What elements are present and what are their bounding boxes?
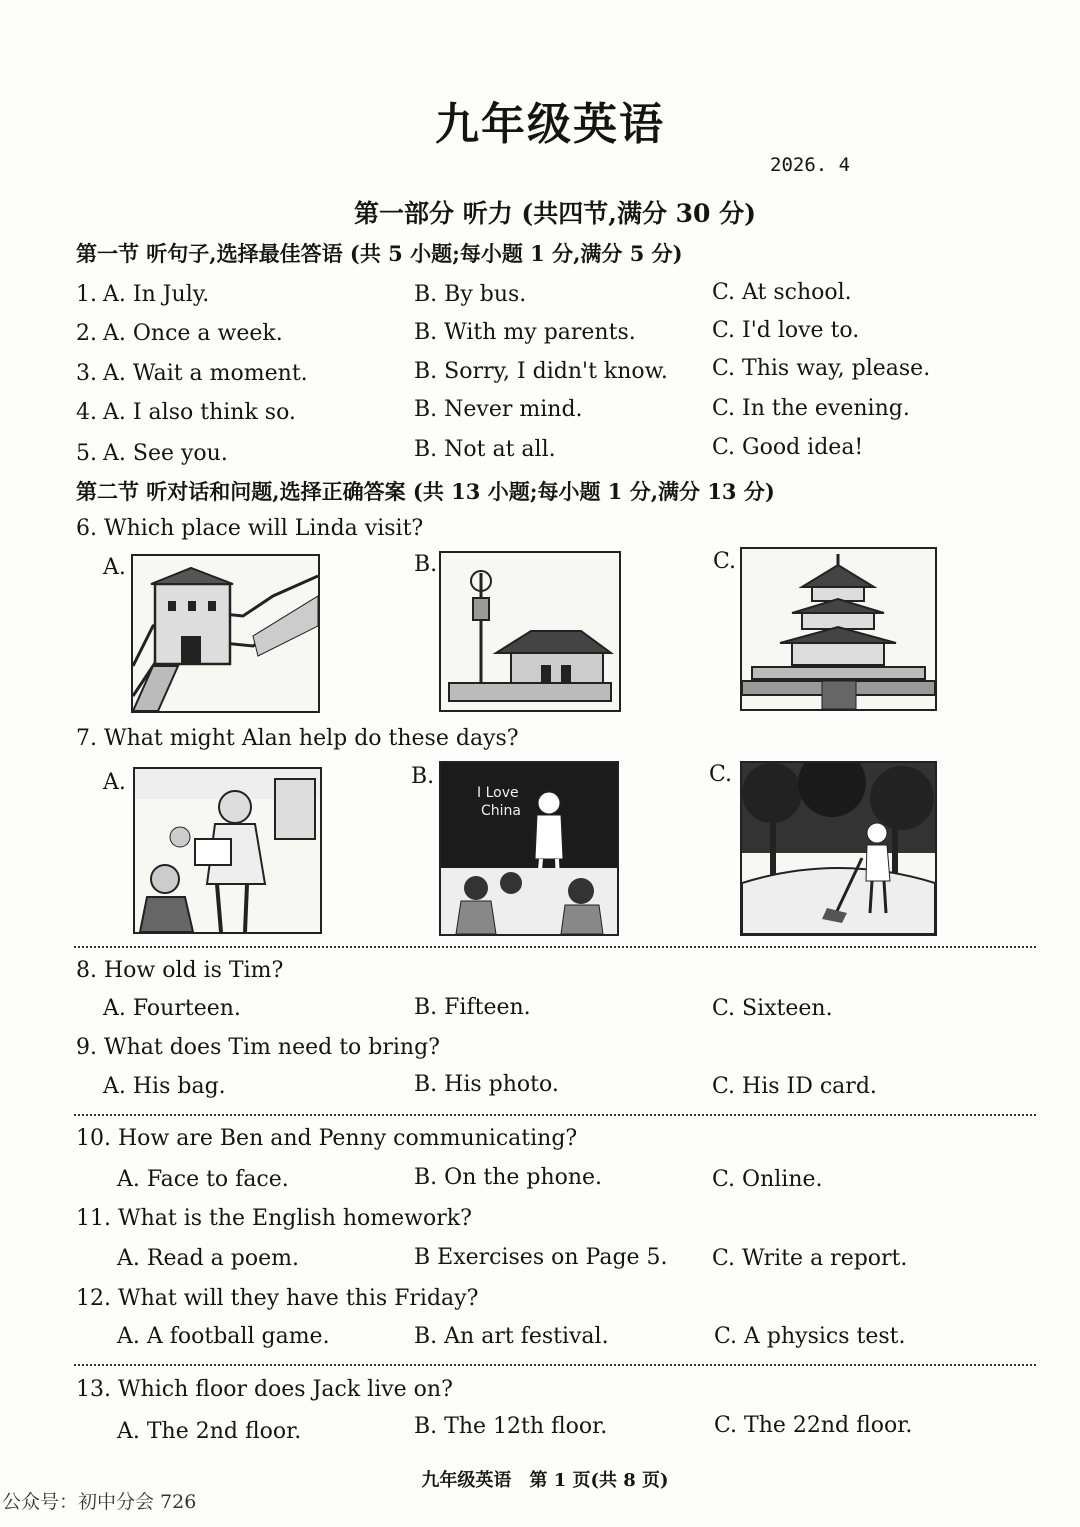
option-c: C. His ID card.: [712, 1074, 877, 1099]
option-b: B. With my parents.: [414, 320, 636, 345]
question-8-text: 8. How old is Tim?: [76, 958, 284, 983]
option-c: C. Write a report.: [712, 1246, 908, 1271]
question-number: 4.: [76, 400, 97, 425]
option-b: B. His photo.: [414, 1072, 559, 1097]
option-b: B Exercises on Page 5.: [414, 1245, 668, 1270]
option-a: A. Read a poem.: [117, 1246, 299, 1271]
option-c-label: C.: [713, 549, 737, 574]
question-11-text: 11. What is the English homework?: [76, 1206, 472, 1231]
divider: [74, 946, 1036, 948]
option-c: C. The 22nd floor.: [714, 1413, 913, 1438]
option-a: A. His bag.: [103, 1074, 226, 1099]
option-c: C. This way, please.: [712, 356, 931, 381]
option-b: B. Not at all.: [414, 437, 556, 462]
option-a: A. Fourteen.: [103, 996, 241, 1021]
tiananmen-image: [439, 551, 621, 712]
option-c: C. I'd love to.: [712, 318, 860, 343]
park-cleaning-image: [740, 761, 937, 936]
option-b: B. By bus.: [414, 282, 527, 307]
option-b: B. Never mind.: [414, 397, 583, 422]
temple-of-heaven-image: [740, 547, 937, 711]
watermark: 公众号：初中分会 726: [2, 1491, 197, 1513]
board-text-line1: I Love: [477, 785, 519, 801]
option-b-label: B.: [414, 552, 438, 577]
page-footer: 九年级英语 第 1 页(共 8 页): [421, 1470, 669, 1491]
option-a: A. See you.: [103, 441, 228, 466]
question-number: 1.: [76, 282, 97, 307]
option-b: B. An art festival.: [414, 1324, 609, 1349]
question-number: 3.: [76, 361, 97, 386]
option-b: B. Sorry, I didn't know.: [414, 359, 668, 384]
option-a: A. In July.: [103, 282, 210, 307]
option-c: C. In the evening.: [712, 396, 910, 421]
option-a: A. The 2nd floor.: [117, 1419, 302, 1444]
question-12-text: 12. What will they have this Friday?: [76, 1286, 479, 1311]
option-b: B. On the phone.: [414, 1165, 603, 1190]
section-1-heading: 第一节 听句子,选择最佳答语 (共 5 小题;每小题 1 分,满分 5 分): [76, 241, 683, 266]
option-a: A. Once a week.: [103, 321, 283, 346]
great-wall-image: [131, 554, 320, 713]
option-b: B. The 12th floor.: [414, 1414, 608, 1439]
option-a-label: A.: [103, 770, 126, 795]
option-c-label: C.: [709, 762, 733, 787]
exam-date: 2026. 4: [770, 154, 851, 176]
option-a-label: A.: [103, 555, 126, 580]
option-b-label: B.: [411, 764, 435, 789]
option-a: A. Face to face.: [117, 1167, 289, 1192]
page-title: 九年级英语: [435, 99, 665, 150]
classroom-image: [439, 761, 619, 936]
question-number: 2.: [76, 321, 97, 346]
question-6-text: 6. Which place will Linda visit?: [76, 516, 424, 541]
section-2-heading: 第二节 听对话和问题,选择正确答案 (共 13 小题;每小题 1 分,满分 13 分): [76, 479, 775, 504]
question-number: 5.: [76, 441, 97, 466]
divider: [74, 1364, 1036, 1366]
option-c: C. Sixteen.: [712, 996, 833, 1021]
question-10-text: 10. How are Ben and Penny communicating?: [76, 1126, 578, 1151]
option-c: C. Good idea!: [712, 435, 864, 460]
option-c: C. A physics test.: [714, 1324, 906, 1349]
option-c: C. Online.: [712, 1167, 823, 1192]
question-9-text: 9. What does Tim need to bring?: [76, 1035, 440, 1060]
part-title: 第一部分 听力 (共四节,满分 30 分): [354, 199, 756, 228]
option-a: A. Wait a moment.: [103, 361, 308, 386]
nursing-home-image: [133, 767, 322, 934]
option-b: B. Fifteen.: [414, 995, 531, 1020]
option-c: C. At school.: [712, 280, 852, 305]
option-a: A. A football game.: [117, 1324, 330, 1349]
board-text-line2: China: [481, 803, 521, 819]
option-a: A. I also think so.: [103, 400, 296, 425]
divider: [74, 1114, 1036, 1116]
question-13-text: 13. Which floor does Jack live on?: [76, 1377, 453, 1402]
question-7-text: 7. What might Alan help do these days?: [76, 726, 519, 751]
